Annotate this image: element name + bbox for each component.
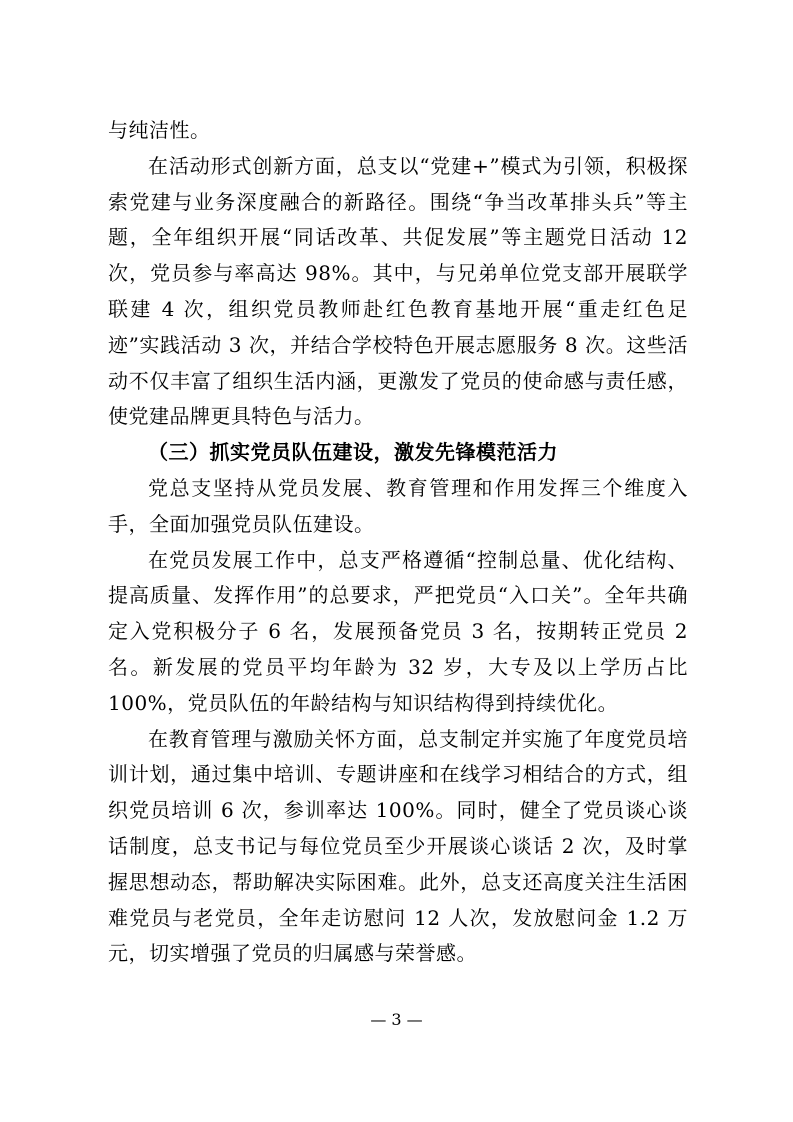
paragraph-team-building-intro: 党总支坚持从党员发展、教育管理和作用发挥三个维度入手，全面加强党员队伍建设。	[108, 475, 688, 536]
paragraph-education-management: 在教育管理与激励关怀方面，总支制定并实施了年度党员培训计划，通过集中培训、专题讲座和在线学习相结合的方式，组织党员培训 6 次，参训率达 100%。同时，健全了党员谈心谈话制度，总支书记与每位党员至少开展谈心谈话 2 次，及时掌握思想动态，帮助解决实际困难。此外，总支还高度关注生活困难党员与老党员，全年走访慰问 12 人次，发放慰问金 1.2 万元，切实增强了党员的归属感与荣誉感。	[108, 726, 688, 966]
paragraph-continuation: 与纯洁性。	[108, 118, 211, 142]
document-body	[108, 113, 688, 972]
section-heading: （三）抓实党员队伍建设，激发先锋模范活力	[148, 440, 558, 465]
paragraph-member-development: 在党员发展工作中，总支严格遵循“控制总量、优化结构、提高质量、发挥作用”的总要求，严把党员“入口关”。全年共确定入党积极分子 6 名，发展预备党员 3 名，按期转正党员 2 名。新发展的党员平均年龄为 32 岁，大专及以上学历占比 100%，党员队伍的年龄结构与知识结构得到持续优化。	[108, 547, 688, 715]
paragraph-activity-innovation: 在活动形式创新方面，总支以“党建+”模式为引领，积极探索党建与业务深度融合的新路径。围绕“争当改革排头兵”等主题，全年组织开展“同话改革、共促发展”等主题党日活动 12 次，党员参与率高达 98%。其中，与兄弟单位党支部开展联学联建 4 次，组织党员教师赴红色教育基地开展“重走红色足迹”实践活动 3 次，并结合学校特色开展志愿服务 8 次。这些活动不仅丰富了组织生活内涵，更激发了党员的使命感与责任感，使党建品牌更具特色与活力。	[108, 153, 688, 429]
page-number: — 3 —	[370, 1010, 423, 1029]
